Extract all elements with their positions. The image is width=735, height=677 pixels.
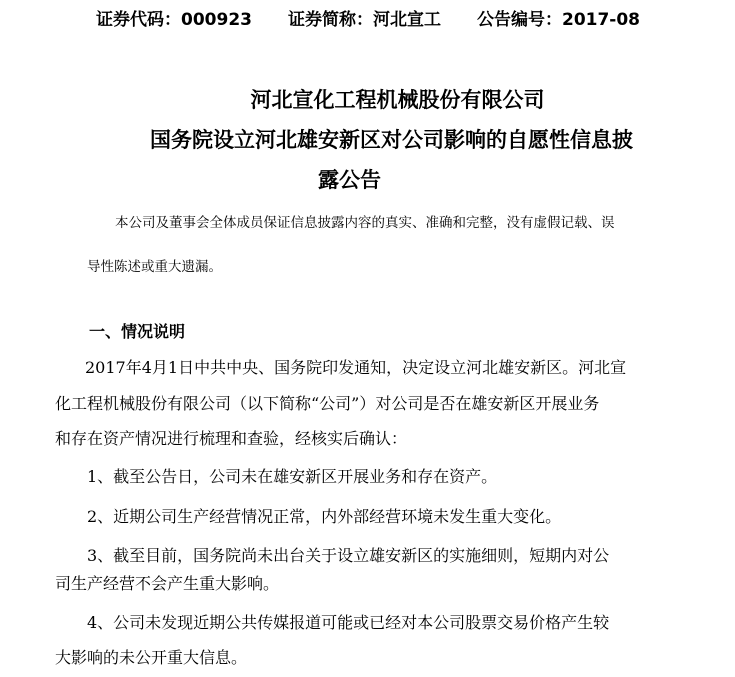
intro-line1: 2017年4月1日中共中央、国务院印发通知，决定设立河北雄安新区。河北宣 [85, 358, 627, 377]
item-4-line1: 4、公司未发现近期公共传媒报道可能或已经对本公司股票交易价格产生较 [87, 613, 610, 632]
stock-code: 证券代码：000923 [96, 10, 252, 30]
item-1: 1、截至公告日，公司未在雄安新区开展业务和存在资产。 [87, 467, 498, 486]
item-2: 2、近期公司生产经营情况正常，内外部经营环境未发生重大变化。 [87, 507, 562, 526]
disclaimer-line1: 本公司及董事会全体成员保证信息披露内容的真实、准确和完整，没有虚假记载、误 [115, 215, 615, 231]
intro-line2: 化工程机械股份有限公司（以下简称“公司”）对公司是否在雄安新区开展业务 [55, 394, 600, 413]
stock-name: 证券简称：河北宣工 [287, 10, 441, 30]
section-heading: 一、情况说明 [89, 322, 186, 341]
disclaimer-line2: 导性陈述或重大遗漏。 [87, 259, 222, 275]
announcement-number: 公告编号：2017-08 [476, 10, 641, 30]
announcement-title-line2: 露公告 [318, 168, 381, 192]
item-4-line2: 大影响的未公开重大信息。 [55, 648, 248, 667]
company-title: 河北宣化工程机械股份有限公司 [250, 88, 545, 112]
intro-line3: 和存在资产情况进行梳理和查验，经核实后确认： [55, 429, 408, 448]
announcement-title-line1: 国务院设立河北雄安新区对公司影响的自愿性信息披 [150, 128, 633, 152]
item-3-line1: 3、截至目前，国务院尚未出台关于设立雄安新区的实施细则，短期内对公 [87, 546, 610, 565]
item-3-line2: 司生产经营不会产生重大影响。 [55, 574, 280, 593]
header-bar [96, 6, 640, 34]
